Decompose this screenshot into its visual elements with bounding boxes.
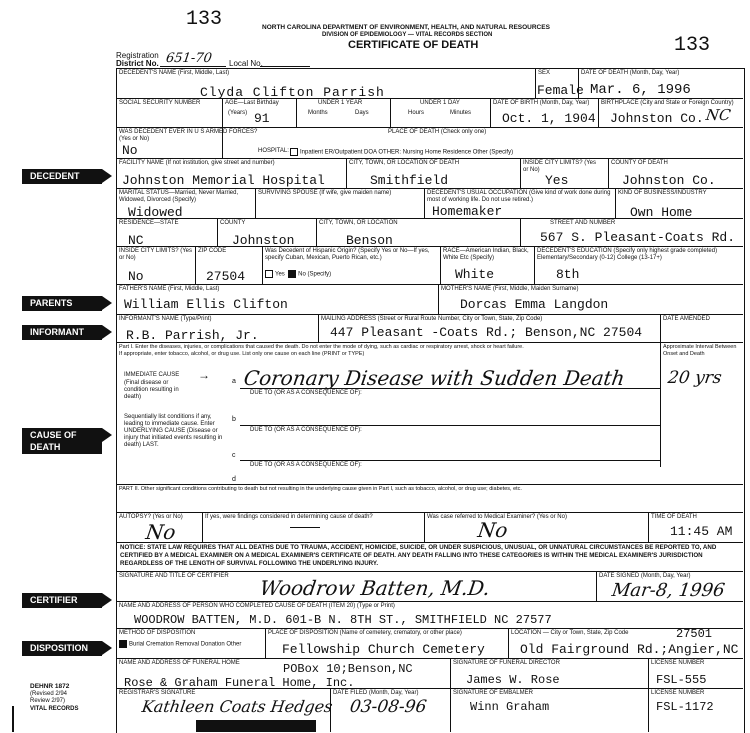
registrar-signature: Kathleen Coats Hedges: [140, 697, 334, 716]
age-years-label: (Years): [228, 110, 248, 116]
under-1-day-label: UNDER 1 DAY: [420, 100, 460, 106]
registrar-label: REGISTRAR'S SIGNATURE: [119, 690, 196, 696]
residence-street: 567 S. Pleasant-Coats Rd.: [540, 230, 736, 245]
armed-forces-label: WAS DECEDENT EVER IN U S ARMED FORCES? (Yes or No): [119, 129, 258, 142]
under-1-year-label: UNDER 1 YEAR: [318, 100, 363, 106]
district-number: 651-70: [164, 51, 213, 66]
form-id: DEHNR 1872: [30, 683, 70, 690]
city-of-death: Smithfield: [370, 173, 449, 188]
funeral-home-address: POBox 10;Benson,NC: [283, 662, 413, 676]
minutes-label: Minutes: [450, 110, 472, 116]
informant-address: 447 Pleasant -Coats Rd.; Benson,NC 27504: [330, 325, 643, 340]
line-c-letter: c: [232, 452, 236, 459]
spouse-label: SURVIVING SPOUSE (If wife, give maiden name): [258, 190, 392, 196]
arrow-icon: →: [198, 368, 210, 382]
time-of-death: 11:45 AM: [670, 524, 733, 539]
section-informant: INFORMANT: [22, 325, 102, 340]
findings-label: If yes, were findings considered in determining cause of death?: [205, 514, 373, 520]
inside-city2-label: INSIDE CITY LIMITS? (Yes or No): [119, 248, 193, 261]
date-of-death: Mar. 6, 1996: [590, 82, 691, 98]
disposition-location: Old Fairground Rd.;Angier,NC: [520, 642, 739, 657]
facility-name: Johnston Memorial Hospital: [122, 173, 325, 188]
license-number-1: FSL-555: [656, 673, 707, 687]
medical-examiner: No: [476, 518, 510, 542]
division-name: DIVISION OF EPIDEMIOLOGY — VITAL RECORDS SECTION: [322, 32, 493, 38]
residence-city: Benson: [346, 233, 393, 248]
funeral-director: James W. Rose: [466, 673, 560, 687]
line-b-letter: b: [232, 416, 236, 423]
days-label: Days: [355, 110, 369, 116]
time-of-death-label: TIME OF DEATH: [651, 514, 697, 520]
education: 8th: [556, 267, 580, 282]
ssn-label: SOCIAL SECURITY NUMBER: [119, 100, 201, 106]
dob-label: DATE OF BIRTH (Month, Day, Year): [493, 100, 590, 106]
redaction-bar: [196, 720, 316, 732]
section-parents: PARENTS: [22, 296, 102, 311]
location-zip: 27501: [676, 627, 713, 641]
county-label: COUNTY OF DEATH: [611, 160, 668, 166]
facility-label: FACILITY NAME (If not institution, give street and number): [119, 160, 275, 166]
license-number-2: FSL-1172: [656, 700, 714, 714]
date-of-birth: Oct. 1, 1904: [502, 111, 596, 126]
inpatient-checkbox[interactable]: [290, 148, 298, 156]
funeral-home-name: Rose & Graham Funeral Home, Inc.: [124, 676, 355, 690]
interval-label: Approximate Interval Between Onset and Death: [663, 344, 737, 357]
agency-name: NORTH CAROLINA DEPARTMENT OF ENVIRONMENT, HEALTH, AND NATURAL RESOURCES: [262, 24, 550, 31]
occupation: Homemaker: [432, 204, 503, 219]
section-decedent: DECEDENT: [22, 169, 102, 184]
date-amended-label: DATE AMENDED: [663, 316, 710, 322]
vital-records-label: VITAL RECORDS: [30, 706, 79, 712]
sequential-label: Sequentially list conditions if any, leading to immediate cause. Enter UNDERLYING CAUSE (Disease or injury that initiated events resulting in death) LAST.: [124, 414, 223, 448]
decedent-sex: Female: [537, 83, 584, 98]
section-cause-of-death: CAUSE OF DEATH: [22, 428, 102, 454]
residence-zip: 27504: [206, 269, 246, 284]
line-a-letter: a: [232, 378, 236, 385]
local-label: Local No.: [229, 59, 263, 68]
due-to-b: DUE TO (OR AS A CONSEQUENCE OF):: [250, 427, 362, 433]
hispanic-label: Was Decedent of Hispanic Origin? (Specify Yes or No—If yes, specify Cuban, Mexican, Puerto Rican, etc.): [265, 248, 430, 261]
hispanic-yes-checkbox[interactable]: [265, 270, 273, 278]
form-review: Review 2/97): [30, 698, 66, 704]
business-label: KIND OF BUSINESS/INDUSTRY: [618, 190, 707, 196]
age-label: AGE—Last Birthday: [225, 100, 279, 106]
part1-label: Part I. Enter the diseases, injuries, or complications that caused the death. Do not enter the mode of dying, such as cardiac or respiratory arrest, shock or heart failure.: [119, 344, 524, 350]
informant-name: R.B. Parrish, Jr.: [126, 328, 259, 343]
marital-label: MARITAL STATUS—Married, Never Married, Widowed, Divorced (Specify): [119, 190, 239, 203]
decedent-age: 91: [254, 111, 270, 126]
zip-label: ZIP CODE: [198, 248, 227, 254]
part2-label: PART II. Other significant conditions contributing to death but not resulting in the underlying cause given in Part I, such as tobacco, alcohol, or drug use; diabetes, etc.: [119, 486, 522, 492]
inside-city-label: INSIDE CITY LIMITS? (Yes or No): [523, 160, 597, 173]
father-label: FATHER'S NAME (First, Middle, Last): [119, 286, 220, 292]
file-number-right: 133: [674, 34, 711, 57]
date-of-death-label: DATE OF DEATH (Month, Day, Year): [581, 70, 680, 76]
residence-county: Johnston: [232, 233, 295, 248]
birthplace: Johnston Co.: [610, 111, 704, 126]
birthplace-state-handwritten: NC: [704, 106, 732, 124]
autopsy: No: [144, 520, 178, 544]
occupation-label: DECEDENT'S USUAL OCCUPATION (Give kind of work done during most of working life. Do not use retired.): [427, 190, 611, 203]
city-of-death-label: CITY, TOWN, OR LOCATION OF DEATH: [349, 160, 460, 166]
immediate-cause-label: IMMEDIATE CAUSE: [124, 372, 180, 378]
legal-notice: NOTICE: STATE LAW REQUIRES THAT ALL DEATHS DUE TO TRAUMA, ACCIDENT, HOMICIDE, SUICIDE, OR UNDER SUSPICIOUS, UNUSUAL, OR UNNATURAL CIRCUMSTANCES BE REPORTED TO, AND CERTIFIED BY A MEDICAL EXAMINER ON A MEDICAL EXAMINER'S CERTIFICATE OF DEATH. ANY DEATH FALLING INTO THESE CATEGORIES IS WITHIN THE MEDICAL EXAMINER'S JURISDICTION REGARDLESS OF THE LENGTH OF SURVIVAL FOLLOWING THE UNDERLYING INJURY.: [120, 544, 717, 567]
date-filed-label: DATE FILED (Month, Day, Year): [333, 690, 419, 696]
residence-state: NC: [128, 233, 144, 248]
method-options: Burial Cremation Removal Donation Other: [119, 640, 259, 650]
informant-address-label: MAILING ADDRESS (Street or Rural Route Number, City or Town, State, Zip Code): [321, 316, 543, 322]
embalmer: Winn Graham: [470, 700, 550, 714]
residence-state-label: RESIDENCE—STATE: [119, 220, 179, 226]
funeral-home-label: NAME AND ADDRESS OF FUNERAL HOME: [119, 660, 240, 666]
line-d-letter: d: [232, 476, 236, 483]
birthplace-label: BIRTHPLACE (City and State or Foreign Country): [601, 100, 734, 106]
place-of-disposition: Fellowship Church Cemetery: [282, 642, 485, 657]
part1-label-2: If appropriate, enter tobacco, alcohol, or drug use. List only one cause on each line (PRINT or TYPE): [119, 351, 365, 357]
form-revised: (Revised 2/94: [30, 691, 68, 697]
medical-examiner-label: Was case referred to Medical Examiner? (Yes or No): [427, 514, 567, 520]
immediate-cause-sub: (Final disease or condition resulting in death): [124, 380, 179, 400]
informant-label: INFORMANT'S NAME (Type/Print): [119, 316, 212, 322]
license-label-1: LICENSE NUMBER: [651, 660, 705, 666]
immediate-cause: Coronary Disease with Sudden Death: [242, 366, 627, 390]
sex-label: SEX: [538, 70, 551, 76]
place-options: Inpatient ER/Outpatient DOA OTHER: Nursing Home Residence Other (Specify): [290, 148, 513, 157]
mother-label: MOTHER'S NAME (First, Middle, Maiden Surname): [441, 286, 579, 292]
residence-county-label: COUNTY: [220, 220, 246, 226]
race: White: [455, 267, 495, 282]
certifier-name-address: WOODROW BATTEN, M.D. 601-B N. 8TH ST., SMITHFIELD NC 27577: [134, 613, 552, 627]
place-of-disposition-label: PLACE OF DISPOSITION (Name of cemetery, crematory, or other place): [268, 630, 462, 636]
date-signed: Mar-8, 1996: [610, 580, 727, 601]
burial-checkbox[interactable]: [119, 640, 127, 648]
hours-label: Hours: [408, 110, 425, 116]
hispanic-options: Yes No (Specify): [265, 270, 331, 279]
certificate-title: CERTIFICATE OF DEATH: [348, 39, 479, 51]
section-disposition: DISPOSITION: [22, 641, 102, 656]
education-label: DECEDENT'S EDUCATION (Specify only highest grade completed) Elementary/Secondary (0-12) College (13-17+): [537, 248, 718, 261]
registration-label: Registration: [116, 51, 159, 60]
father-name: William Ellis Clifton: [124, 297, 288, 312]
residence-inside-city: No: [128, 269, 144, 284]
section-certifier: CERTIFIER: [22, 593, 102, 608]
location-label: LOCATION — City or Town, State, Zip Code: [511, 630, 629, 636]
method-label: METHOD OF DISPOSITION: [119, 630, 196, 636]
name-label: DECEDENT'S NAME (First, Middle, Last): [119, 70, 230, 76]
autopsy-label: AUTOPSY? (Yes or No): [119, 514, 183, 520]
license-label-2: LICENSE NUMBER: [651, 690, 705, 696]
kind-of-business: Own Home: [630, 205, 693, 220]
armed-forces: No: [122, 143, 138, 158]
certifier-signature: Woodrow Batten, M.D.: [258, 576, 492, 600]
hispanic-no-checkbox[interactable]: [288, 270, 296, 278]
district-label: District No.: [116, 59, 159, 68]
certifier-signature-label: SIGNATURE AND TITLE OF CERTIFIER: [119, 573, 229, 579]
county-of-death: Johnston Co.: [622, 173, 716, 188]
months-label: Months: [308, 110, 328, 116]
residence-city-label: CITY, TOWN, OR LOCATION: [319, 220, 398, 226]
hospital-label: HOSPITAL:: [258, 148, 289, 154]
street-label: STREET AND NUMBER: [550, 220, 616, 226]
date-signed-label: DATE SIGNED (Month, Day, Year): [599, 573, 691, 579]
place-of-death-label: PLACE OF DEATH (Check only one): [388, 129, 487, 135]
file-number-left: 133: [186, 8, 223, 31]
due-to-c: DUE TO (OR AS A CONSEQUENCE OF):: [250, 462, 362, 468]
embalmer-label: SIGNATURE OF EMBALMER: [453, 690, 533, 696]
due-to-a: DUE TO (OR AS A CONSEQUENCE OF):: [250, 390, 362, 396]
date-filed: 03-08-96: [348, 697, 428, 717]
certifier-name-label: NAME AND ADDRESS OF PERSON WHO COMPLETED CAUSE OF DEATH (ITEM 20) (Type or Print): [119, 603, 395, 609]
race-label: RACE—American Indian, Black, White Etc (Specify): [443, 248, 529, 261]
inside-city-limits: Yes: [545, 173, 569, 188]
director-label: SIGNATURE OF FUNERAL DIRECTOR: [453, 660, 560, 666]
interval-immediate: 20 yrs: [666, 368, 723, 388]
decedent-name: Clyda Clifton Parrish: [200, 85, 385, 100]
mother-name: Dorcas Emma Langdon: [460, 297, 609, 312]
marital-status: Widowed: [128, 205, 183, 220]
